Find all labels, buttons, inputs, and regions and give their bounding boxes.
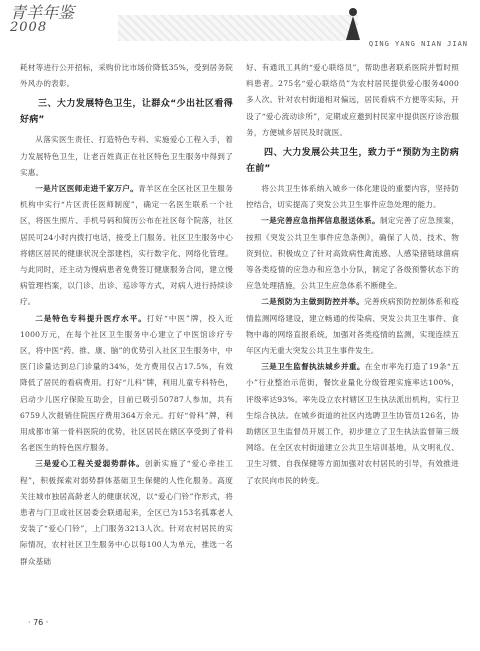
- page-header: [0, 0, 480, 56]
- right-column: [246, 60, 459, 489]
- left-column: [20, 60, 233, 570]
- body-paragraph: [246, 359, 459, 489]
- body-paragraph: [20, 132, 233, 181]
- paragraph-text: 青羊区在全区社区卫生服务机构中实行“片区责任医师制度”，确定一名医生联系一个社区，将医生照片、手机号码和简历公布在社区每个院落，社区居民可24小时内拨打电话，接受上门服务。社区卫生服务中心将辖区居民的健康状况全部建档，实行数字化、网络化管理。与此同时，还主动为慢病患者免费签订健康服务合同，建立慢病管理档案，以门诊、出诊、巡诊等方式，对病人进行持续诊疗。: [20, 184, 233, 307]
- section-heading: 四、大力发展公共卫生，致力于“预防为主防病在前”: [246, 148, 459, 175]
- body-paragraph: [246, 294, 459, 359]
- silhouette-figure-icon: [345, 8, 361, 42]
- body-paragraph: [246, 181, 459, 213]
- paragraph-text: 从落实医生责任、打造特色专科、实施爱心工程入手，着力发展特色卫生，让老百姓真正在社区特色卫生服务中得到了实惠。: [20, 135, 233, 177]
- paragraph-lead: 二是特色专科提升医疗水平。: [35, 313, 147, 323]
- paragraph-lead: 三是爱心工程关爱弱势群体。: [35, 459, 145, 469]
- paragraph-text: 创新实施了“爱心牵挂工程”，积极探索对弱势群体基础卫生保健的人性化服务。高度关注城市独居高龄老人的健康状况，以“爱心门铃”作形式，将患者与门卫或社区居委会联通起来，全区已为153名孤寡老人安装了“爱心门铃”，上门服务3213人次。针对农村居民的实际情况，农村社区卫生服务中心以每100人为单元，推选一名群众基础: [20, 459, 233, 566]
- paragraph-text: 打好“中医”牌，投入近1000万元，在每个社区卫生服务中心建立了中医馆诊疗专区，将中医“药、推、康、脑”的优势引入社区卫生服务中，中医门诊量达到总门诊量的34%，处方费用仅占17.5%，有效降低了居民的看病费用。打好“儿科”牌，利用儿童专科特色，启动少儿医疗保险互助会，目前已吸引50787人参加，共有6759人次报销住院医疗费用364万余元。打好“骨科”牌，利用成都市第一骨科医院的优势，社区居民在辖区享受到了骨科名老医生的特色医疗服务。: [20, 313, 233, 453]
- header-decoration: [118, 15, 358, 41]
- paragraph-text: 制定完善了应急预案，按照《突发公共卫生事件应急条例》，确保了人员、技术、物资到位。积极成立了针对高致病性禽流感、人感染猪链球菌病等各类疫情的应急办和应急小分队，制定了各级预警状态下的应急处理措施，公共卫生应急体系不断健全。: [246, 216, 460, 291]
- yearbook-logo: [10, 3, 75, 35]
- body-paragraph: [20, 456, 233, 569]
- paragraph-lead: 一是片区医师走进千家万户。: [35, 184, 139, 194]
- section-heading: 三、大力发展特色卫生，让群众“少出社区看得好病”: [20, 99, 233, 126]
- paragraph-text: 好、有通讯工具的“爱心联络员”，帮助患者联系医院并暂时照料患者。275名“爱心联络员”为农村居民提供爱心服务4000多人次。针对农村街道相对偏远，居民看病不方便等实际，开设了“爱心流动诊所”，定期或应邀到村民家中提供医疗诊治服务，方便城乡居民及时就医。: [246, 63, 459, 137]
- body-paragraph: [20, 311, 233, 457]
- paragraph-lead: 三是卫生监督执法城乡并重。: [261, 362, 365, 372]
- paragraph-lead: 一是完善应急指挥信息报送体系。: [261, 216, 380, 226]
- header-issue-text: QING YANG NIAN JIAN: [368, 40, 468, 48]
- body-paragraph: [20, 60, 233, 92]
- body-paragraph: [246, 213, 459, 294]
- paragraph-text: 耗材等进行公开招标，采购价比市场价降低35%，受到居务院外风办的表彰。: [20, 63, 233, 89]
- body-paragraph: [246, 60, 459, 141]
- paragraph-text: 完善疾病预防控制体系和疫情监测网络建设，建立畅通的传染病、突发公共卫生事件、食物中毒的网络直报系统，加强对各类疫情的监测，实现连续五年区内无重大突发公共卫生事件发生。: [246, 297, 459, 356]
- logo-text: 青羊年鉴: [10, 3, 75, 22]
- paragraph-lead: 二是预防为主做到防控并举。: [261, 297, 365, 307]
- paragraph-text: 将公共卫生体系纳入城乡一体化建设的重要内容，坚持防控结合，切实提高了突发公共卫生事件应急处理的能力。: [246, 184, 459, 210]
- page-number: · 76 ·: [28, 618, 49, 627]
- body-paragraph: [20, 181, 233, 311]
- logo-year: 2008: [10, 20, 48, 35]
- paragraph-text: 在全市率先打造了19条“五小”行业整治示范街，餐饮业量化分级管理实施率达100%，评级率达93%。率先设立农村辖区卫生执法派出机构，实行卫生综合执法。在城乡街道的社区内选聘卫生协管员126名，协助辖区卫生监督员开展工作，初步建立了卫生执法监督第三级网络。在全区农村街道建立公共卫生培训基地，从文明礼仪、卫生习惯、自我保健等方面加强对农村居民的引导，有效推进了农民向市民的转变。: [246, 362, 459, 485]
